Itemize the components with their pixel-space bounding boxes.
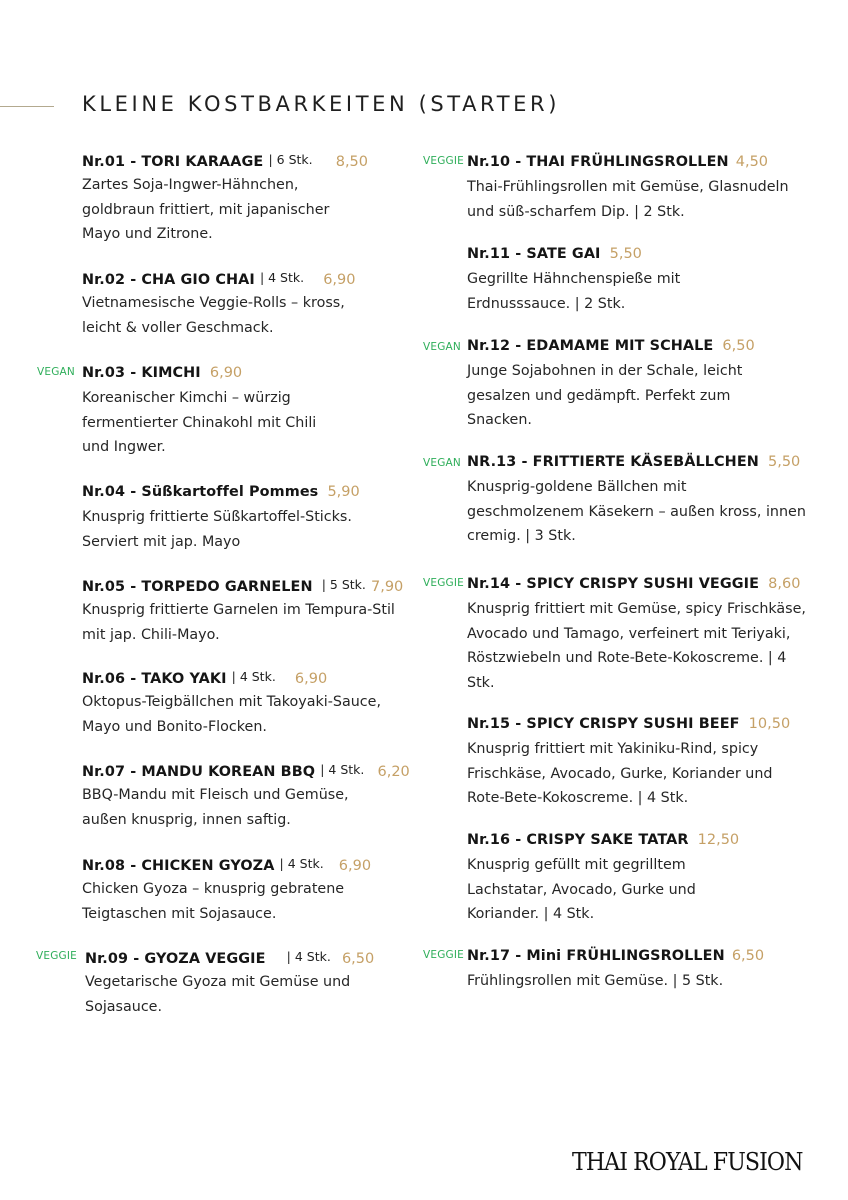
item-description: Junge Sojabohnen in der Schale, leicht gesalzen und gedämpft. Perfekt zum Snacken. xyxy=(467,363,743,428)
item-price: 6,50 xyxy=(341,951,375,967)
menu-item-09 xyxy=(36,946,405,1019)
item-name: Nr.16 - CRISPY SAKE TATAR xyxy=(467,832,689,848)
item-description: Zartes Soja-Ingwer-Hähnchen, goldbraun frittiert, mit japanischer Mayo und Zitrone. xyxy=(82,177,330,242)
menu-item-10 xyxy=(423,151,807,224)
menu-item-03 xyxy=(37,362,382,460)
item-price: 5,50 xyxy=(609,246,642,262)
veggie-tag: VEGGIE xyxy=(423,155,465,167)
veggie-tag: VEGGIE xyxy=(423,577,465,589)
item-name: NR.13 - FRITTIERTE KÄSEBÄLLCHEN xyxy=(467,454,759,470)
item-name: Nr.12 - EDAMAME MIT SCHALE xyxy=(467,338,714,354)
item-description: Gegrillte Hähnchenspieße mit Erdnusssauce. | 2 Stk. xyxy=(467,271,681,312)
item-name: Nr.05 - TORPEDO GARNELEN xyxy=(82,579,313,595)
item-name: Nr.03 - KIMCHI xyxy=(82,365,201,381)
item-qty: | 4 Stk. xyxy=(320,762,365,777)
item-description: Knusprig frittiert mit Gemüse, spicy Frischkäse, Avocado und Tamago, verfeinert mit Teriyaki, Röstzwiebeln und Rote-Bete-Kokoscreme. | 4 Stk. xyxy=(467,601,806,691)
item-name: Nr.02 - CHA GIO CHAI xyxy=(82,272,255,288)
menu-item-11 xyxy=(467,243,807,316)
item-price: 10,50 xyxy=(748,716,791,732)
menu-item-13 xyxy=(423,451,812,549)
item-name: Nr.07 - MANDU KOREAN BBQ xyxy=(82,764,316,780)
item-qty: | 4 Stk. xyxy=(286,949,331,964)
veggie-tag: VEGGIE xyxy=(423,949,465,961)
item-description: Koreanischer Kimchi – würzig fermentierter Chinakohl mit Chili und Ingwer. xyxy=(82,390,317,455)
item-description: Frühlingsrollen mit Gemüse. | 5 Stk. xyxy=(467,973,724,989)
item-price: 6,50 xyxy=(731,948,765,964)
item-price: 7,90 xyxy=(370,579,404,595)
menu-item-02 xyxy=(82,267,382,340)
item-description: Thai-Frühlingsrollen mit Gemüse, Glasnudeln und süß-scharfem Dip. | 2 Stk. xyxy=(467,179,789,220)
veggie-tag: VEGGIE xyxy=(36,950,78,962)
item-price: 8,50 xyxy=(335,154,369,170)
title-rule xyxy=(0,106,54,107)
menu-item-07 xyxy=(82,759,412,832)
item-description: Knusprig-goldene Bällchen mit geschmolzenem Käsekern – außen kross, innen cremig. | 3 Stk. xyxy=(467,479,806,544)
menu-item-15 xyxy=(467,713,812,811)
item-name: Nr.09 - GYOZA VEGGIE xyxy=(85,951,266,967)
menu-item-16 xyxy=(467,829,807,927)
item-description: Knusprig frittierte Süßkartoffel-Sticks. Serviert mit jap. Mayo xyxy=(82,509,352,550)
item-price: 6,90 xyxy=(338,858,372,874)
item-price: 6,20 xyxy=(377,764,410,780)
menu-item-08 xyxy=(82,853,392,926)
item-qty: | 6 Stk. xyxy=(268,152,313,167)
item-price: 5,90 xyxy=(327,484,360,500)
menu-item-14 xyxy=(423,573,812,695)
item-description: Vegetarische Gyoza mit Gemüse und Sojasauce. xyxy=(85,974,351,1015)
item-qty: | 4 Stk. xyxy=(231,669,276,684)
menu-item-04 xyxy=(82,481,392,554)
item-price: 8,60 xyxy=(768,576,801,592)
item-description: Knusprig frittierte Garnelen im Tempura-Stil mit jap. Chili-Mayo. xyxy=(82,602,395,643)
item-description: Vietnamesische Veggie-Rolls – kross, leicht & voller Geschmack. xyxy=(82,295,345,336)
item-qty: | 4 Stk. xyxy=(279,856,324,871)
vegan-tag: VEGAN xyxy=(423,341,461,353)
item-name: Nr.04 - Süßkartoffel Pommes xyxy=(82,484,319,500)
item-name: Nr.11 - SATE GAI xyxy=(467,246,601,262)
item-price: 4,50 xyxy=(735,154,769,170)
item-name: Nr.08 - CHICKEN GYOZA xyxy=(82,858,275,874)
item-name: Nr.15 - SPICY CRISPY SUSHI BEEF xyxy=(467,716,740,732)
menu-item-06 xyxy=(82,666,382,739)
item-name: Nr.01 - TORI KARAAGE xyxy=(82,154,264,170)
item-qty: | 4 Stk. xyxy=(259,270,305,285)
item-price: 6,90 xyxy=(323,272,356,288)
item-description: Knusprig gefüllt mit gegrilltem Lachstatar, Avocado, Gurke und Koriander. | 4 Stk. xyxy=(467,857,696,922)
menu-item-17 xyxy=(423,945,807,994)
item-price: 12,50 xyxy=(697,832,740,848)
item-description: Chicken Gyoza – knusprig gebratene Teigtaschen mit Sojasauce. xyxy=(82,881,345,922)
item-description: Knusprig frittiert mit Yakiniku-Rind, spicy Frischkäse, Avocado, Gurke, Koriander und Rote-Bete-Kokoscreme. | 4 Stk. xyxy=(467,741,773,806)
item-price: 5,50 xyxy=(767,454,801,470)
item-description: BBQ-Mandu mit Fleisch und Gemüse, außen knusprig, innen saftig. xyxy=(82,787,349,828)
item-name: Nr.14 - SPICY CRISPY SUSHI VEGGIE xyxy=(467,576,760,592)
item-price: 6,90 xyxy=(294,671,328,687)
item-price: 6,90 xyxy=(209,365,243,381)
brand-logo: THAI ROYAL FUSION xyxy=(571,1148,802,1176)
vegan-tag: VEGAN xyxy=(37,366,75,378)
item-description: Oktopus-Teigbällchen mit Takoyaki-Sauce, Mayo und Bonito-Flocken. xyxy=(82,694,381,735)
menu-item-01 xyxy=(82,149,382,247)
menu-item-12 xyxy=(423,335,807,433)
section-title: KLEINE KOSTBARKEITEN (STARTER) xyxy=(82,92,561,116)
item-price: 6,50 xyxy=(722,338,755,354)
item-name: Nr.06 - TAKO YAKI xyxy=(82,671,227,687)
item-name: Nr.10 - THAI FRÜHLINGSROLLEN xyxy=(467,154,729,170)
menu-item-05 xyxy=(82,574,412,647)
item-name: Nr.17 - Mini FRÜHLINGSROLLEN xyxy=(467,948,725,964)
vegan-tag: VEGAN xyxy=(423,457,461,469)
item-qty: | 5 Stk. xyxy=(321,577,366,592)
